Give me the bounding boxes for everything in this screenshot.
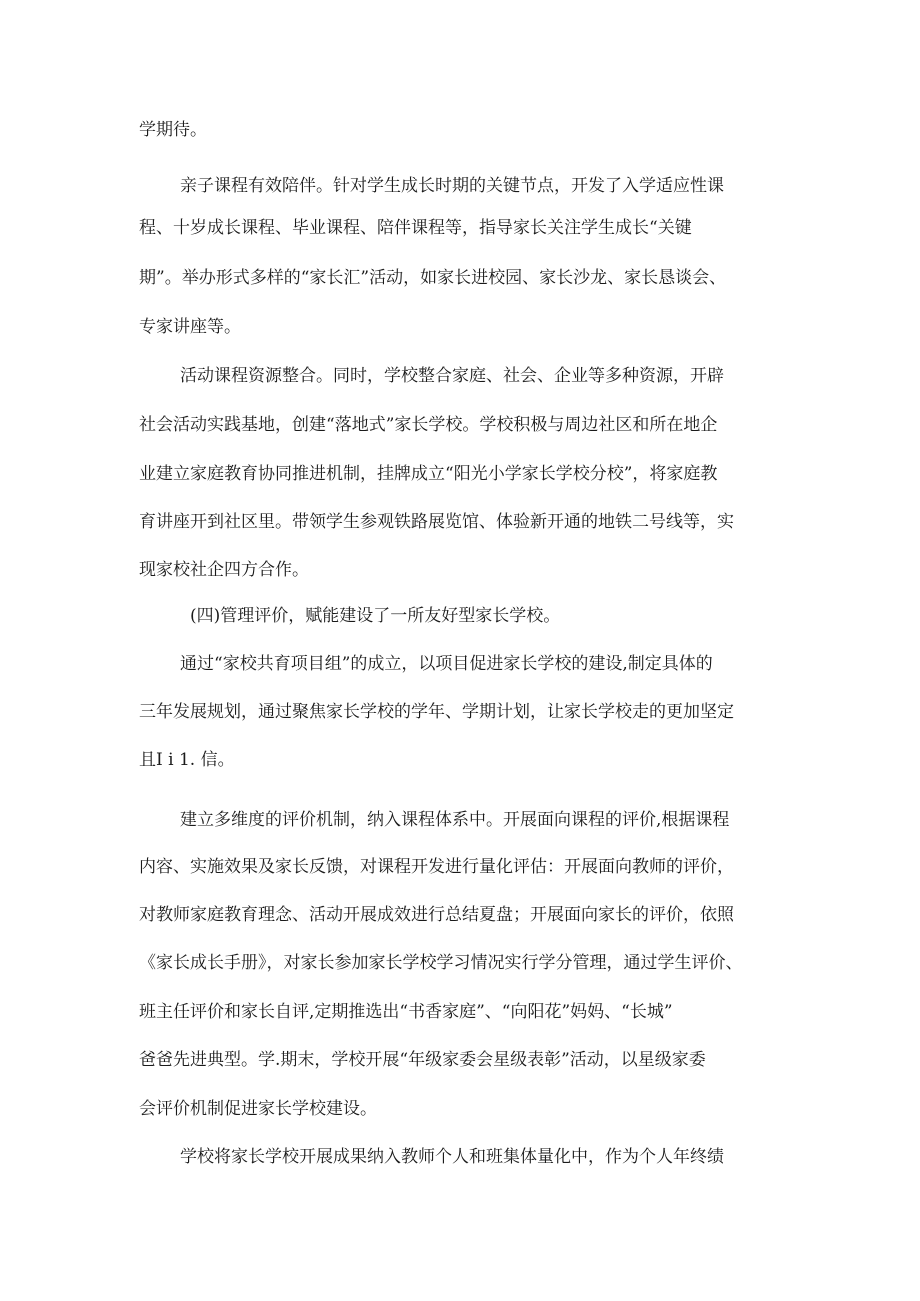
text-line: 程、十岁成长课程、毕业课程、陪伴课程等，指导家长关注学生成长“关键 xyxy=(139,218,692,238)
text-line: 亲子课程有效陪伴。针对学生成长时期的关键节点，开发了入学适应性课 xyxy=(180,176,724,196)
text-line: 学期待。 xyxy=(139,120,207,140)
text-line: 内容、实施效果及家长反馈，对课程开发进行量化评估：开展面向教师的评价， xyxy=(139,857,734,877)
text-line: 通过“家校共育项目组”的成立，以项目促进家长学校的建设,制定具体的 xyxy=(180,654,713,674)
section-heading: (四)管理评价，赋能建设了一所友好型家长学校。 xyxy=(190,606,561,626)
text-line: 社会活动实践基地，创建“落地式”家长学校。学校积极与周边社区和所在地企 xyxy=(139,415,718,435)
text-line: 专家讲座等。 xyxy=(139,317,241,337)
text-line: 对教师家庭教育理念、活动开展成效进行总结夏盘；开展面向家长的评价，依照 xyxy=(139,905,734,925)
text-line: 学校将家长学校开展成果纳入教师个人和班集体量化中，作为个人年终绩 xyxy=(180,1147,724,1167)
text-line: 期”。举办形式多样的“家长汇”活动，如家长进校园、家长沙龙、家长恳谈会、 xyxy=(139,268,727,288)
text-line: 爸爸先进典型。学.期末，学校开展“年级家委会星级表彰”活动，以星级家委 xyxy=(139,1050,706,1070)
text-line: 现家校社企四方合作。 xyxy=(139,560,309,580)
text-line: 班主任评价和家长自评,定期推选出“书香家庭”、“向阳花”妈妈、“长城” xyxy=(139,1002,673,1022)
text-line: 三年发展规划，通过聚焦家长学校的学年、学期计划，让家长学校走的更加坚定 xyxy=(139,702,734,722)
text-line: 且I i 1. 信。 xyxy=(139,750,235,770)
text-line: 业建立家庭教育协同推进机制，挂牌成立“阳光小学家长学校分校”，将家庭教 xyxy=(139,464,718,484)
text-line: 育讲座开到社区里。带领学生参观铁路展览馆、体验新开通的地铁二号线等，实 xyxy=(139,512,734,532)
text-line: 会评价机制促进家长学校建设。 xyxy=(139,1099,377,1119)
text-line: 《家长成长手册》，对家长参加家长学校学习情况实行学分管理，通过学生评价、 xyxy=(139,953,743,973)
text-line: 活动课程资源整合。同时，学校整合家庭、社会、企业等多种资源，开辟 xyxy=(180,366,724,386)
text-line: 建立多维度的评价机制，纳入课程体系中。开展面向课程的评价,根据课程 xyxy=(180,810,730,830)
